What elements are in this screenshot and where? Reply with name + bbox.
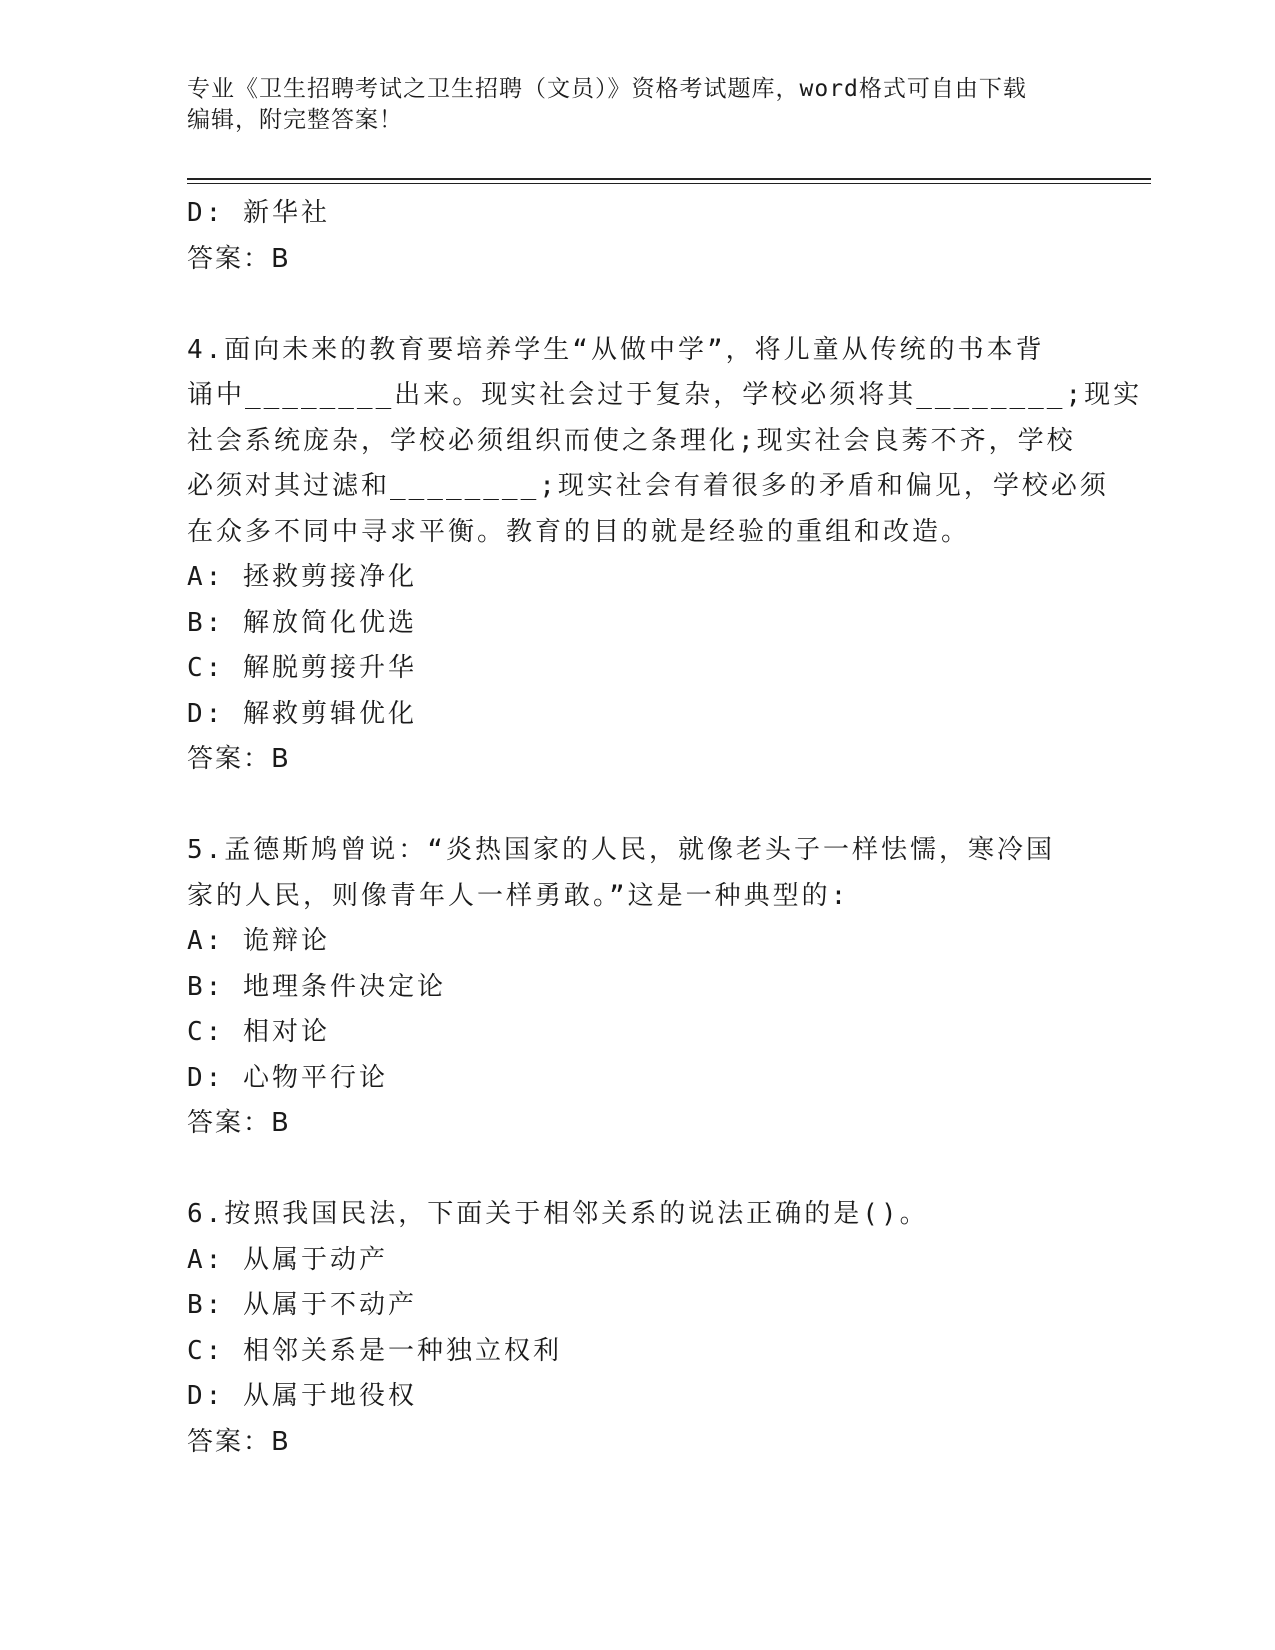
answer-line: 答案：B <box>187 1108 291 1138</box>
question-stem-line: 家的人民，则像青年人一样勇敢。”这是一种典型的: <box>187 880 850 911</box>
option-d: D: 从属于地役权 <box>187 1381 417 1411</box>
question-stem-line: 4.面向未来的教育要培养学生“从做中学”，将儿童从传统的书本背 <box>187 334 1045 365</box>
question-6 <box>187 1192 1087 1465</box>
spacer <box>187 282 1087 328</box>
option-a: A: 从属于动产 <box>187 1244 388 1275</box>
header-line-2: 编辑，附完整答案！ <box>187 107 403 133</box>
option-b: B: 地理条件决定论 <box>187 971 446 1002</box>
option-d: D: 心物平行论 <box>187 1062 388 1093</box>
answer-line: 答案：B <box>187 744 291 774</box>
option-a: A: 拯救剪接净化 <box>187 562 417 592</box>
option-c: C: 解脱剪接升华 <box>187 653 417 683</box>
question-stem-line: 5.孟德斯鸠曾说：“炎热国家的人民，就像老头子一样怯懦，寒冷国 <box>187 835 1055 865</box>
question-content <box>187 191 1143 1465</box>
option-b: B: 从属于不动产 <box>187 1290 417 1320</box>
question-4 <box>187 328 1143 783</box>
header-divider-thin <box>187 183 1151 184</box>
question-stem-line: 6.按照我国民法，下面关于相邻关系的说法正确的是()。 <box>187 1199 929 1229</box>
question-5 <box>187 828 1087 1147</box>
answer-line: 答案：B <box>187 243 291 274</box>
question-stem-line: 必须对其过滤和________;现实社会有着很多的矛盾和偏见，学校必须 <box>187 471 1109 501</box>
option-a: A: 诡辩论 <box>187 926 330 956</box>
option-d: D: 解救剪辑优化 <box>187 698 417 729</box>
option-c: C: 相对论 <box>187 1017 330 1047</box>
option-c: C: 相邻关系是一种独立权利 <box>187 1335 562 1366</box>
question-stem-line: 社会系统庞杂，学校必须组织而使之条理化;现实社会良莠不齐，学校 <box>187 425 1076 456</box>
header-divider-thick <box>187 178 1151 180</box>
page-header <box>187 74 1087 136</box>
spacer <box>187 783 1087 829</box>
option-b: B: 解放简化优选 <box>187 607 417 638</box>
question-stem-line: 诵中________出来。现实社会过于复杂，学校必须将其________;现实 <box>187 380 1143 410</box>
spacer <box>187 1147 1087 1193</box>
header-line-1: 专业《卫生招聘考试之卫生招聘（文员）》资格考试题库，word格式可自由下载 <box>187 76 1027 102</box>
answer-line: 答案：B <box>187 1426 291 1457</box>
question-stem-line: 在众多不同中寻求平衡。教育的目的就是经验的重组和改造。 <box>187 516 971 547</box>
option-d: D: 新华社 <box>187 198 330 228</box>
